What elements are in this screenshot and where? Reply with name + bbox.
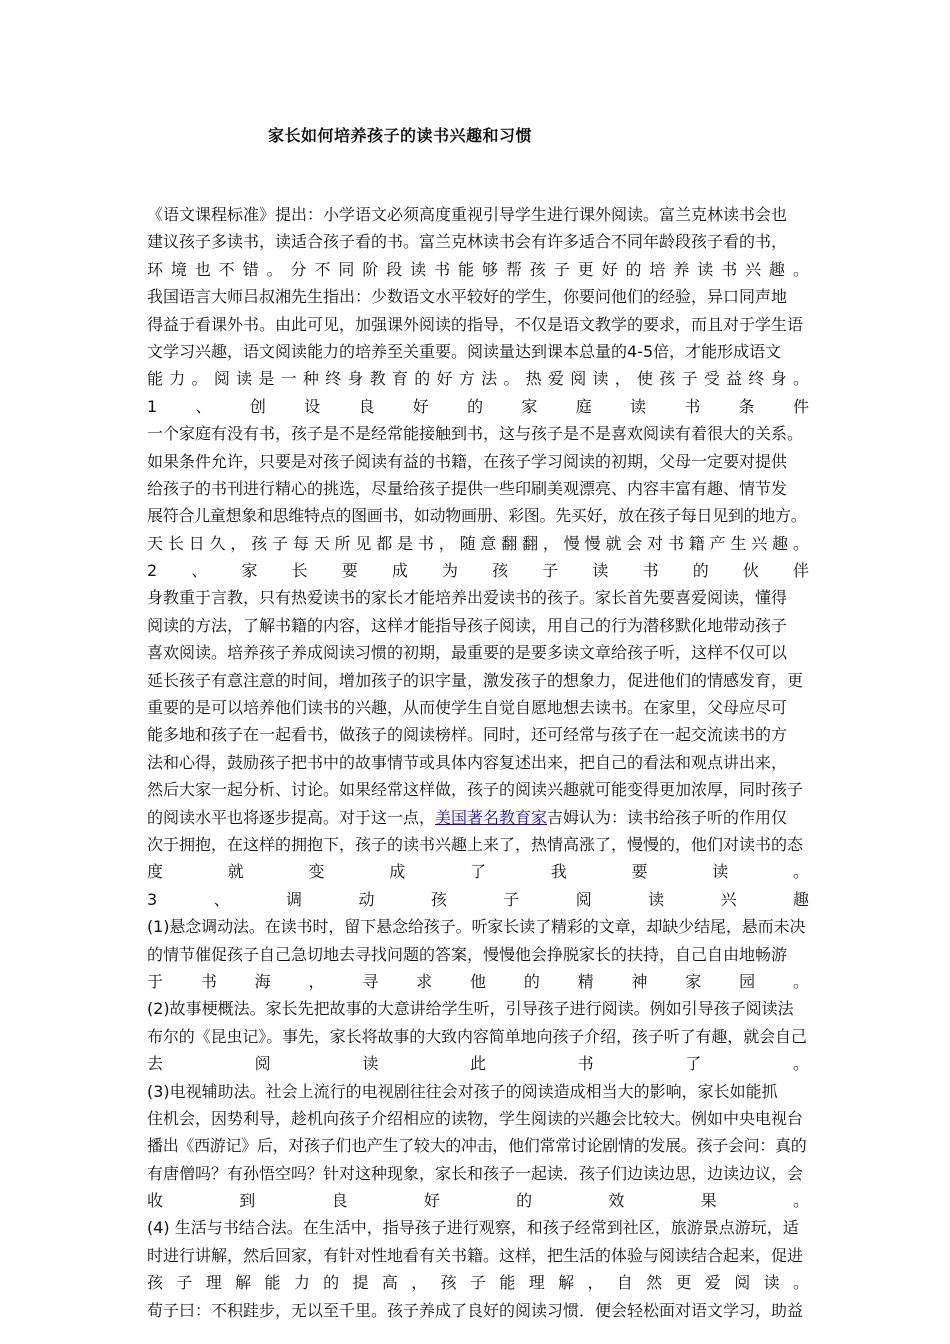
text-line: 重要的是可以培养他们读书的兴趣，从而使学生自觉自愿地想去读书。在家里，父母应尽可 [147, 698, 788, 718]
text-line: 如果条件允许，只要是对孩子阅读有益的书籍，在孩子学习阅读的初期，父母一定要对提供 [147, 451, 788, 471]
text-line: 荀子曰：不积跬步，无以至千里。孩子养成了良好的阅读习惯．便会轻松面对语文学习，助益 [147, 1300, 804, 1320]
text-line: 得益于看课外书。由此可见，加强课外阅读的指导，不仅是语文教学的要求，而且对于学生语 [147, 314, 804, 334]
text-line: 播出《西游记》后，对孩子们也产生了较大的冲击，他们常常讨论剧情的发展。孩子会问：真的 [147, 1136, 807, 1156]
text-line: 住机会，因势利导，趁机向孩子介绍相应的读物，学生阅读的兴趣会比较大。例如中央电视台 [147, 1108, 804, 1128]
text-line: 收到良好的效果。 [147, 1191, 809, 1211]
text-line: 给孩子的书刊进行精心的挑选，尽量给孩子提供一些印刷美观漂亮、内容丰富有趣、情节发 [147, 478, 788, 498]
text-line: 能力。阅读是一种终身教育的好方法。热爱阅读，使孩子受益终身。 [147, 369, 809, 389]
text-line: 度就变成了我要读。 [147, 862, 809, 882]
document-body [147, 201, 809, 1324]
text-line: (3)电视辅助法。社会上流行的电视剧往往会对孩子的阅读造成相当大的影响，家长如能抓 [147, 1081, 778, 1101]
text-line: 时进行讲解，然后回家，有针对性地看有关书籍。这样，把生活的体验与阅读结合起来，促进 [147, 1245, 804, 1265]
text-line: 法和心得，鼓励孩子把书中的故事情节或具体内容复述出来，把自己的看法和观点讲出来， [147, 752, 788, 772]
text-line: (4) 生活与书结合法。在生活中，指导孩子进行观察，和孩子经常到社区，旅游景点游玩，适 [147, 1218, 799, 1238]
section-heading-2: 2、家长要成为孩子读书的伙伴 [147, 561, 809, 581]
text-line: 天长日久，孩子每天所见都是书，随意翻翻，慢慢就会对书籍产生兴趣。 [147, 533, 809, 553]
section-heading-3: 3、调动孩子阅读兴趣 [147, 889, 809, 909]
text-line: (2)故事梗概法。家长先把故事的大意讲给学生听，引导孩子进行阅读。例如引导孩子阅读法 [147, 999, 794, 1019]
text-line: 《语文课程标准》提出：小学语文必须高度重视引导学生进行课外阅读。富兰克林读书会也 [147, 205, 788, 224]
text-line: 能多地和孩子在一起看书，做孩子的阅读榜样。同时，还可经常与孩子在一起交流读书的方 [147, 725, 788, 745]
link-line-before: 的阅读水平也将逐步提高。对于这一点， [147, 807, 436, 827]
text-line-with-link [147, 804, 809, 831]
text-line: 文学习兴趣，语文阅读能力的培养至关重要。阅读量达到课本总量的4-5倍，才能形成语文 [147, 341, 782, 361]
text-line: (1)悬念调动法。在读书时，留下悬念给孩子。听家长读了精彩的文章，却缺少结尾，悬而未决 [147, 917, 806, 937]
educator-link[interactable]: 美国著名教育家 [435, 807, 548, 827]
text-line: 于书海，寻求他的精神家园。 [147, 971, 809, 991]
link-line-after: 吉姆认为：读书给孩子听的作用仅 [547, 807, 788, 827]
text-line: 展符合儿童想象和思维特点的图画书，如动物画册、彩图。先买好，放在孩子每日见到的地方。 [147, 506, 807, 526]
text-line: 阅读的方法，了解书籍的内容，这样才能指导孩子阅读，用自己的行为潜移默化地带动孩子 [147, 615, 788, 635]
document-title: 家长如何培养孩子的读书兴趣和习惯 [268, 126, 533, 145]
text-line: 然后大家一起分析、讨论。如果经常这样做，孩子的阅读兴趣就可能变得更加浓厚，同时孩子 [147, 780, 804, 800]
text-line: 身教重于言教，只有热爱读书的家长才能培养出爱读书的孩子。家长首先要喜爱阅读，懂得 [147, 588, 788, 608]
text-line: 孩子理解能力的提高，孩子能理解，自然更爱阅读。 [147, 1273, 809, 1293]
section-heading-1: 1、创设良好的家庭读书条件 [147, 396, 809, 416]
text-line: 布尔的《昆虫记》。事先，家长将故事的大致内容简单地向孩子介绍，孩子听了有趣，就会自己 [147, 1026, 807, 1046]
text-line: 一个家庭有没有书，孩子是不是经常能接触到书，这与孩子是不是喜欢阅读有着很大的关系。 [147, 424, 804, 444]
text-line: 环境也不错。分不同阶段读书能够帮孩子更好的培养读书兴趣。 [147, 259, 809, 279]
text-line: 去阅读此书了。 [147, 1054, 809, 1074]
text-line: 我国语言大师吕叔湘先生指出：少数语文水平较好的学生，你要问他们的经验，异口同声地 [147, 287, 788, 307]
text-line: 喜欢阅读。培养孩子养成阅读习惯的初期，最重要的是要多读文章给孩子听，这样不仅可以 [147, 643, 788, 663]
text-line: 建议孩子多读书，读适合孩子看的书。富兰克林读书会有许多适合不同年龄段孩子看的书， [147, 232, 788, 252]
text-line: 的情节催促孩子自己急切地去寻找问题的答案，慢慢他会挣脱家长的扶持，自己自由地畅游 [147, 944, 788, 964]
text-line: 延长孩子有意注意的时间，增加孩子的识字量，激发孩子的想象力，促进他们的情感发育，更 [147, 670, 804, 690]
text-line: 有唐僧吗？有孙悟空吗？针对这种现象，家长和孩子一起读．孩子们边读边思，边读边议，会 [147, 1163, 804, 1183]
text-line: 次于拥抱，在这样的拥抱下，孩子的读书兴趣上来了，热情高涨了，慢慢的，他们对读书的态 [147, 834, 804, 854]
